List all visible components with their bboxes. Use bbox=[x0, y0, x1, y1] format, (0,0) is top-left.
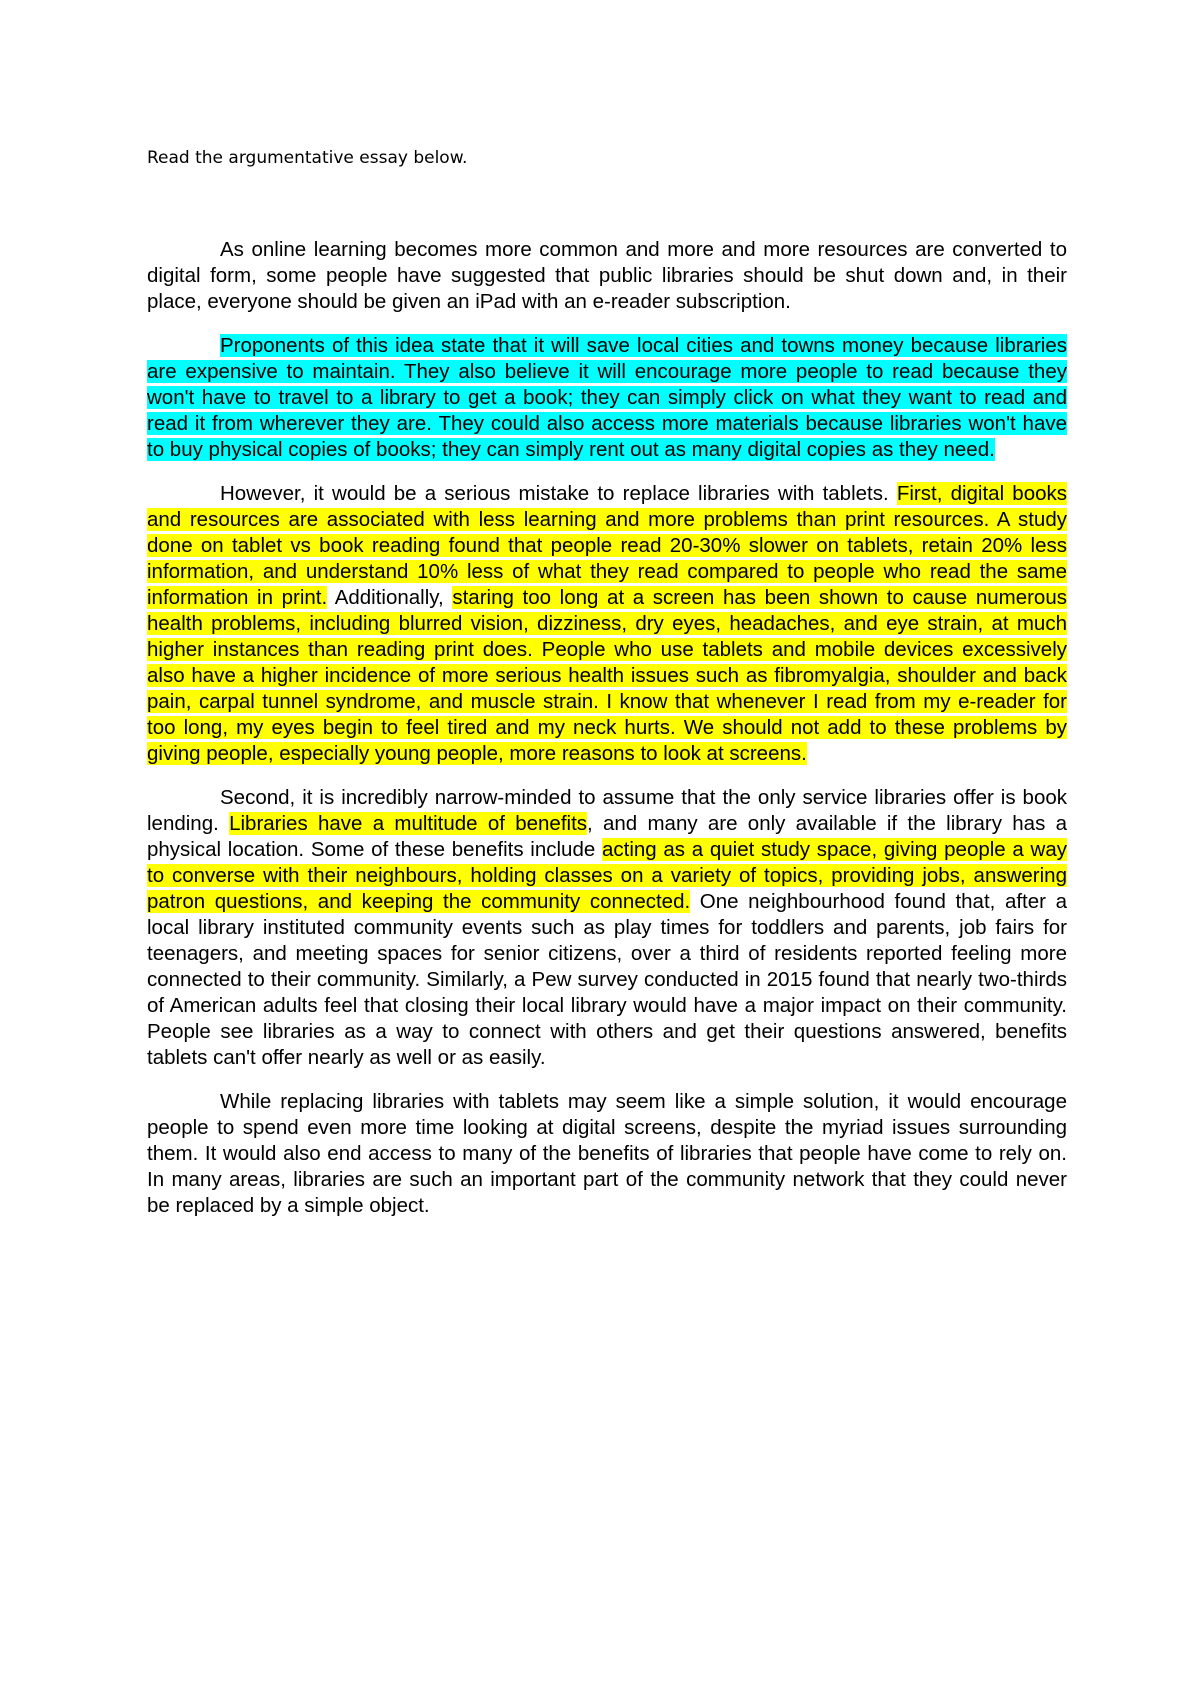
highlighted-segment: Proponents of this idea state that it will save local cities and towns money because libraries are expensive to maintain. They also believe it will encourage more people to read because they won't have to travel to a library to get a book; they can simply click on what they want to read and read it from wherever they are. They could also access more materials because libraries won't have to buy physical copies of books; they can simply rent out as many digital copies as they need. bbox=[147, 334, 1067, 461]
highlighted-segment: acting as a quiet study space, giving people a way to converse with their neighbours, holding classes on a variety of topics, providing jobs, answering patron questions, and keeping the community connected. bbox=[147, 838, 1067, 913]
highlighted-segment: First, digital books and resources are associated with less learning and more problems than print resources. bbox=[147, 482, 1068, 531]
essay-paragraph-introduction bbox=[147, 237, 1067, 315]
text-segment: However, it would be a serious mistake to replace libraries with tablets. bbox=[220, 482, 897, 505]
highlighted-segment: staring too long at a screen has been shown to cause numerous health problems, including blurred vision, dizziness, dry eyes, headaches, and eye strain, at much higher instances than reading print does. People who use tablets and mobile devices excessively also have a higher incidence of more serious health issues such as fibromyalgia, shoulder and back pain, carpal tunnel syndrome, and muscle strain. I know that whenever I read from my e-reader for too long, my eyes begin to feel tired and my neck hurts. We should not add to these problems by giving people, especially young people, more reasons to look at screens. bbox=[147, 586, 1067, 765]
highlighted-segment: Libraries have a multitude of benefits bbox=[229, 812, 588, 835]
essay-paragraph-first-reason bbox=[147, 481, 1067, 767]
text-segment: One neighbourhood found that, after a local library instituted community events such as play times for toddlers and parents, job fairs for teenagers, and meeting spaces for senior citizens, over a third of residents reported feeling more connected to their community. Similarly, a Pew survey conducted in 2015 found that nearly two-thirds of American adults feel that closing their local library would have a major impact on their community. People see libraries as a way to connect with others and get their questions answered, benefits tablets can't offer nearly as well or as easily. bbox=[147, 890, 1067, 1069]
text-segment: Second, it is incredibly narrow-minded to assume that the only service libraries offer is book lending. bbox=[147, 786, 1067, 835]
text-segment: Additionally, bbox=[327, 586, 453, 609]
text-segment: While replacing libraries with tablets may seem like a simple solution, it would encourage people to spend even more time looking at digital screens, despite the myriad issues surrounding them. It would also end access to many of the benefits of libraries that people have come to rely on. In many areas, libraries are such an important part of the community network that they could never be replaced by a simple object. bbox=[147, 1090, 1067, 1217]
essay-paragraph-conclusion bbox=[147, 1089, 1067, 1219]
essay-body bbox=[147, 237, 1067, 1237]
instruction-text: Read the argumentative essay below. bbox=[147, 148, 468, 168]
text-segment: As online learning becomes more common and more and more resources are converted to digital form, some people have suggested that public libraries should be shut down and, in their place, everyone should be given an iPad with an e-reader subscription. bbox=[147, 238, 1067, 313]
text-segment: , and many are only available if the library has a physical location. Some of these benefits include bbox=[147, 812, 1067, 861]
highlighted-segment: A study done on tablet vs book reading found that people read 20-30% slower on tablets, retain 20% less information, and understand 10% less of what they read compared to people who read the same information in print. bbox=[147, 508, 1067, 609]
essay-paragraph-counterargument bbox=[147, 333, 1067, 463]
essay-paragraph-second-reason bbox=[147, 785, 1067, 1071]
